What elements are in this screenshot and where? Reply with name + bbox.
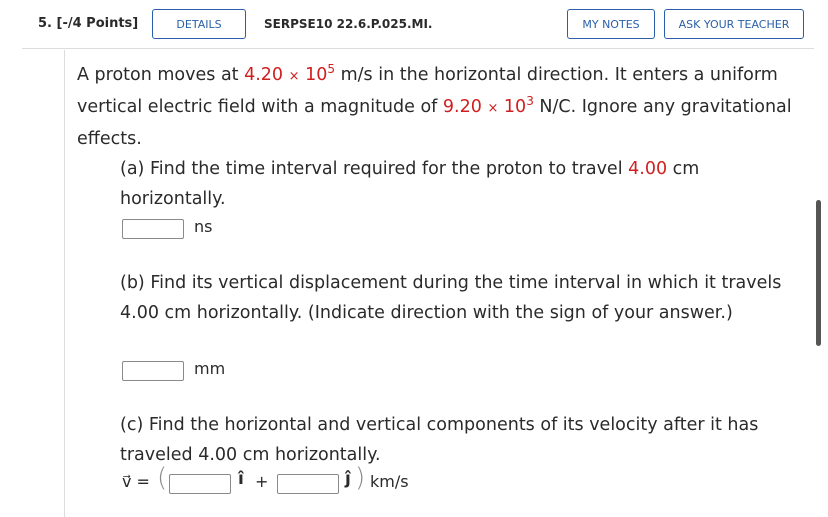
ask-teacher-button[interactable]: ASK YOUR TEACHER: [664, 9, 804, 39]
part-b-prompt: (b) Find its vertical displacement during the time interval in which it travels 4.00 cm horizontally. (Indicate direction with the sign of your answer.): [120, 273, 782, 323]
scrollbar[interactable]: [816, 200, 821, 346]
part-b-unit: mm: [194, 359, 226, 378]
field-value: $9.20 \times 10^3$: [442, 94, 534, 117]
velocity-vector-label: v⃗ =: [122, 472, 150, 491]
question-code: SERPSE10 22.6.P.025.MI.: [264, 17, 433, 31]
part-c-unit: km/s: [370, 472, 409, 491]
my-notes-button[interactable]: MY NOTES: [567, 9, 655, 39]
velocity-x-input[interactable]: [169, 474, 231, 494]
open-paren: (: [157, 463, 168, 493]
points-label: [-/4 Points]: [56, 16, 139, 31]
velocity-y-input[interactable]: [277, 474, 339, 494]
part-a-answer-input[interactable]: [122, 219, 184, 239]
part-a-unit: ns: [194, 217, 213, 236]
speed-value: $4.20 \times 10^5$: [244, 62, 336, 85]
part-c-prompt: (c) Find the horizontal and vertical components of its velocity after it has traveled 4.00 cm horizontally.: [120, 415, 759, 465]
j-hat-unit-vector: ĵ: [345, 469, 351, 489]
i-hat-unit-vector: î: [238, 469, 244, 489]
distance-value: 4.00: [628, 159, 668, 179]
part-a-prompt: (a) Find the time interval required for the proton to travel 4.00 cm horizontally.: [120, 159, 700, 209]
close-paren: ): [355, 463, 366, 493]
problem-statement: A proton moves at $4.20 \times 10^5$ m/s in the horizontal direction. It enters a uniform vertical electric field with a magnitude of $9.20 \times 10^3$ N/C. Ignore any gravitational effects.: [77, 62, 792, 149]
question-index: 5.: [38, 16, 52, 31]
part-b-answer-input[interactable]: [122, 361, 184, 381]
question-left-border: [64, 50, 65, 517]
question-header: [22, 0, 814, 49]
question-number: [38, 16, 138, 31]
details-button[interactable]: DETAILS: [152, 9, 246, 39]
plus-sign: +: [255, 472, 269, 491]
